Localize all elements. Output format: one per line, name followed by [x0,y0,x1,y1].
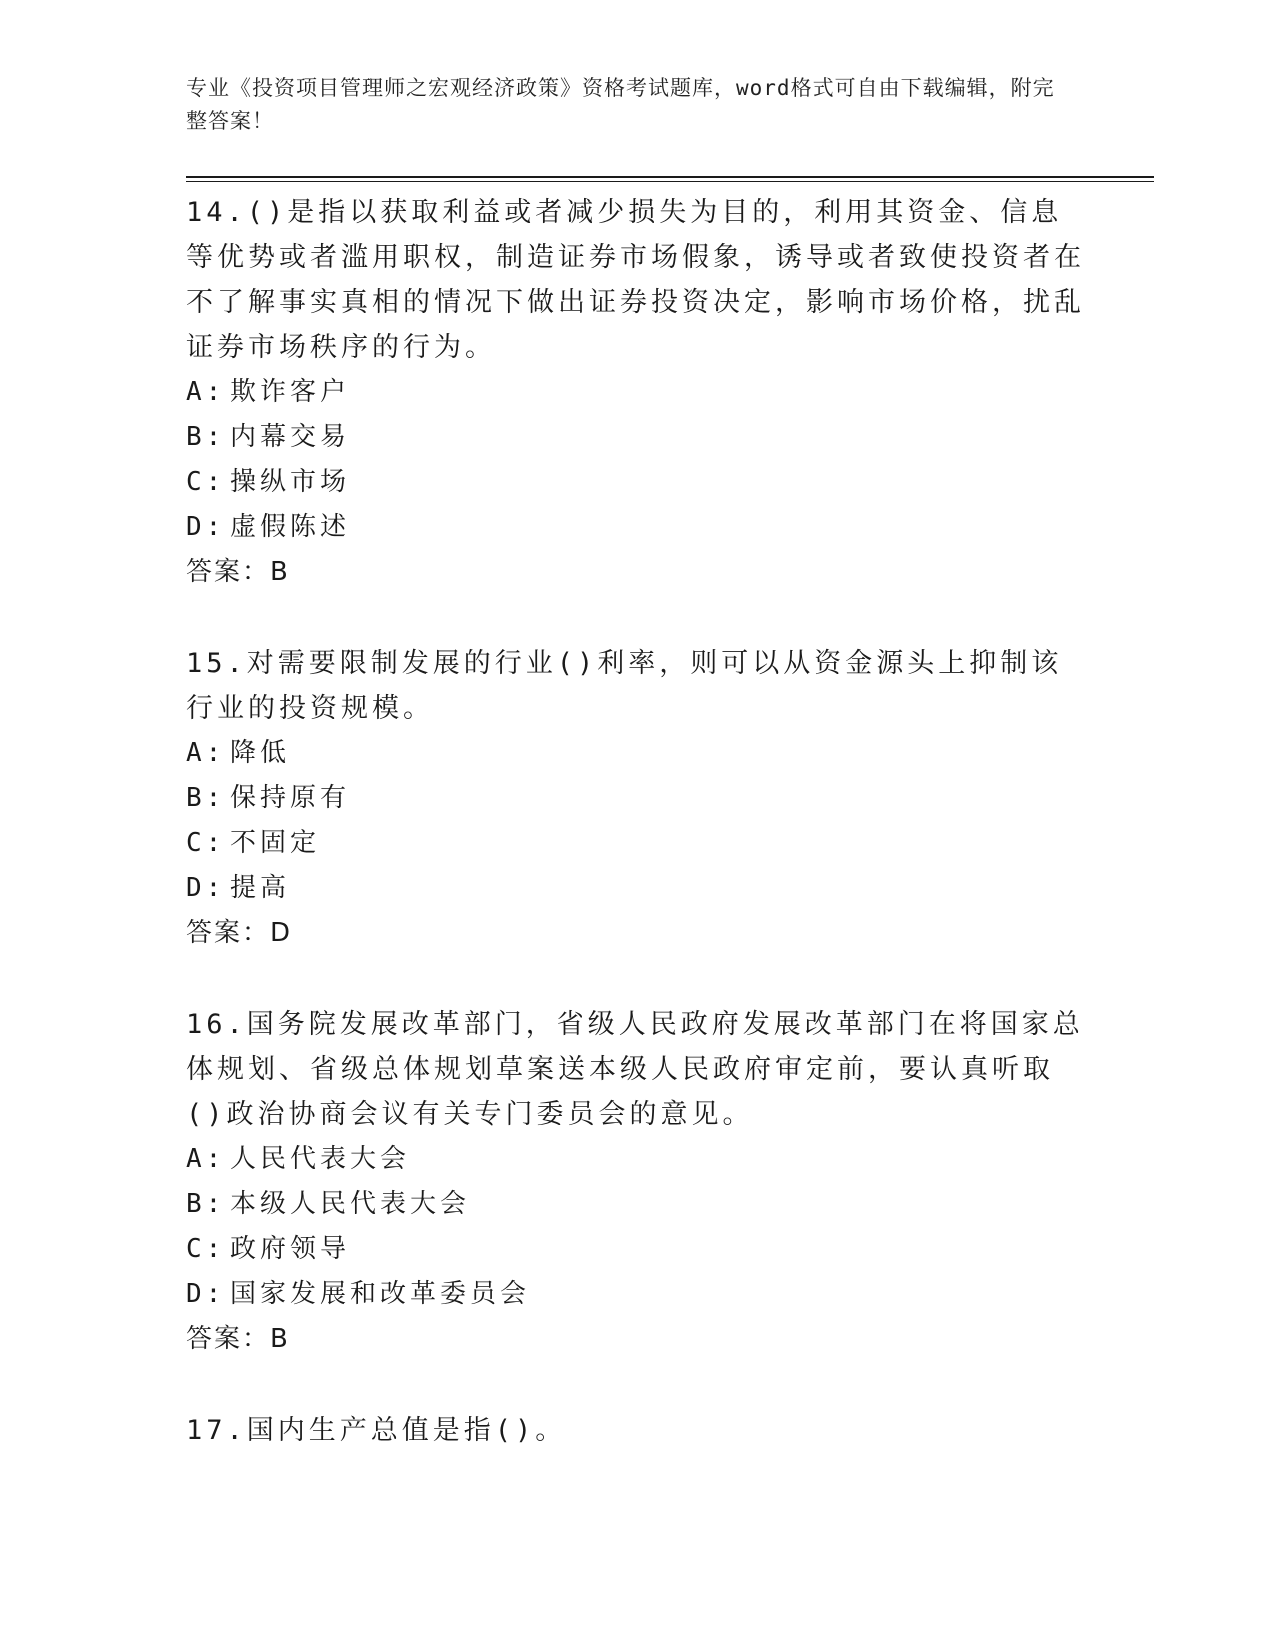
question-stem: 16.国务院发展改革部门，省级人民政府发展改革部门在将国家总体规划、省级总体规划草案送本级人民政府审定前，要认真听取()政治协商会议有关专门委员会的意见。 [186,1009,1084,1130]
option-b [186,1182,1086,1227]
option-c [186,821,1086,866]
page-header: 专业《投资项目管理师之宏观经济政策》资格考试题库，word格式可自由下载编辑，附完整答案！ [186,76,1055,133]
option-text: 内幕交易 [230,422,351,452]
option-a [186,370,1086,415]
option-c [186,1227,1086,1272]
option-d [186,505,1086,550]
question-stem: 17.国内生产总值是指()。 [186,1415,567,1446]
question-list [186,190,1086,1453]
option-key: C: [186,828,226,858]
option-text: 政府领导 [230,1234,351,1264]
option-b [186,776,1086,821]
question-stem: 15.对需要限制发展的行业()利率，则可以从资金源头上抑制该行业的投资规模。 [186,648,1063,724]
option-text: 操纵市场 [230,467,351,497]
option-text: 不固定 [230,828,321,858]
question-16 [186,1002,1086,1362]
option-c [186,460,1086,505]
option-key: C: [186,467,226,497]
option-text: 本级人民代表大会 [230,1189,471,1219]
question-15 [186,641,1086,956]
option-key: B: [186,1189,226,1219]
option-a [186,1137,1086,1182]
option-b [186,415,1086,460]
option-key: A: [186,738,226,768]
option-key: D: [186,512,226,542]
option-text: 降低 [230,738,291,768]
option-key: C: [186,1234,226,1264]
answer-line: 答案：B [186,557,290,587]
option-key: D: [186,1279,226,1309]
option-key: D: [186,873,226,903]
option-a [186,731,1086,776]
option-key: A: [186,1144,226,1174]
option-text: 人民代表大会 [230,1144,411,1174]
option-key: B: [186,422,226,452]
option-key: B: [186,783,226,813]
option-text: 提高 [230,873,291,903]
header-rule [186,176,1154,182]
question-17 [186,1408,1086,1453]
option-text: 欺诈客户 [230,377,351,407]
question-stem: 14.()是指以获取利益或者减少损失为目的，利用其资金、信息等优势或者滥用职权，制造证券市场假象，诱导或者致使投资者在不了解事实真相的情况下做出证券投资决定，影响市场价格，扰乱证券市场秩序的行为。 [186,197,1085,363]
answer-line: 答案：D [186,918,293,948]
option-d [186,1272,1086,1317]
answer-line: 答案：B [186,1324,290,1354]
option-key: A: [186,377,226,407]
option-text: 国家发展和改革委员会 [230,1279,531,1309]
question-14 [186,190,1086,595]
option-d [186,866,1086,911]
option-text: 虚假陈述 [230,512,351,542]
option-text: 保持原有 [230,783,351,813]
